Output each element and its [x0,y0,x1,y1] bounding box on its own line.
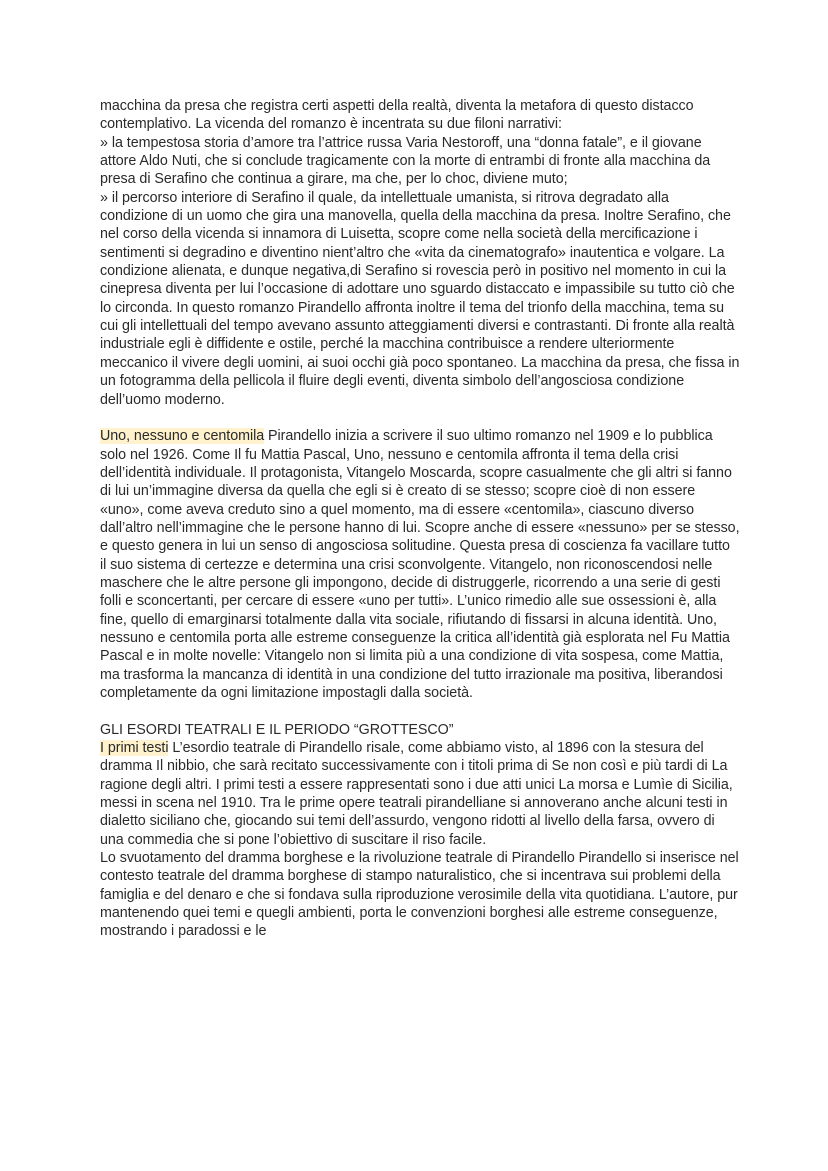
highlighted-title-primi-testi: I primi testi [100,740,169,757]
paragraph-bullet-nestoroff: » la tempestosa storia d’amore tra l’attrice russa Varia Nestoroff, una “donna fatale”, e il giovane attore Aldo Nuti, che si conclude tragicamente con la morte di entrambi di fronte alla macchina da presa di Serafino che continua a girare, ma che, per lo choc, diviene muto; [100,134,711,188]
paragraph-bullet-serafino: » il percorso interiore di Serafino il quale, da intellettuale umanista, si ritrova degradato alla condizione di un uomo che gira una manovella, quella della macchina da presa. Inoltre Serafino, che nel corso della vicenda si innamora di Luisetta, scopre come nella società della mercificazione i sentimenti si degradino e diventino nient’altro che «vita da cinematografo» inautentica e volgare. La condizione alienata, e dunque negativa,di Serafino si rovescia però in positivo nel momento in cui la cinepresa diventa per lui l’occasione di adottare uno sguardo distaccato e impassibile su tutto ciò che lo circonda. In questo romanzo Pirandello affronta inoltre il tema del trionfo della macchina, tema su cui gli intellettuali del tempo avevano assunto atteggiamenti diversi e contrastanti. Di fronte alla realtà industriale egli è diffidente e ostile, perché la macchina contribuisce a rendere ulteriormente meccanico il vivere degli uomini, ai suoi occhi già poco spontaneo. La macchina da presa, che fissa in un fotogramma della pellicola il fluire degli eventi, diventa simbolo dell’angosciosa condizione dell’uomo moderno. [100,189,740,408]
paragraph-intro: macchina da presa che registra certi aspetti della realtà, diventa la metafora di questo distacco contemplativo. La vicenda del romanzo è incentrata su due filoni narrativi: [100,98,694,133]
paragraph-spacer [100,702,740,720]
document-page [100,97,740,941]
paragraph-spacer [100,409,740,427]
paragraph-uno-nessuno [100,427,740,702]
paragraph-uno-nessuno-body: Pirandello inizia a scrivere il suo ultimo romanzo nel 1909 e lo pubblica solo nel 1926. Come Il fu Mattia Pascal, Uno, nessuno e centomila affronta il tema della crisi dell’identità individuale. Il protagonista, Vitangelo Moscarda, scopre casualmente che gli altri si fanno di lui un’immagine diversa da quella che egli si è creato di se stesso; scopre cioè di non essere «uno», come aveva creduto sino a quel momento, ma di essere «centomila», ciascuno diverso dall’altro nell’immagine che le persone hanno di lui. Scopre anche di essere «nessuno» per se stesso, e questo genera in lui un senso di angosciosa solitudine. Questa presa di coscienza fa vacillare tutto il suo sistema di certezze e determina una crisi sconvolgente. Vitangelo, non riconoscendosi nelle maschere che le altre persone gli impongono, decide di distruggerle, ricorrendo a una serie di gesti folli e sconcertanti, per cercare di essere «uno per tutti». L’unico rimedio alle sue ossessioni è, alla fine, quello di emarginarsi totalmente dalla vita sociale, rifiutando di fissarsi in alcuna identità. Uno, nessuno e centomila porta alle estreme conseguenze la critica all’identità già esplorata nel Fu Mattia Pascal e in molte novelle: Vitangelo non si limita più a una condizione di vita sospesa, come Mattia, ma trasforma la mancanza di identità in una condizione del tutto irrazionale ma positiva, liberandosi completamente da ogni limitazione impostagli dalla società. [100,428,740,701]
section-heading: GLI ESORDI TEATRALI E IL PERIODO “GROTTESCO” [100,721,454,738]
paragraph-primi-testi [100,739,740,849]
highlighted-title-uno-nessuno: Uno, nessuno e centomila [100,428,265,445]
paragraph-primi-testi-body: L’esordio teatrale di Pirandello risale, come abbiamo visto, al 1896 con la stesura del dramma Il nibbio, che sarà recitato successivamente con i titoli prima di Se non così e più tardi di La ragione degli altri. I primi testi a essere rappresentati sono i due atti unici La morsa e Lumìe di Sicilia, messi in scena nel 1910. Tra le prime opere teatrali pirandelliane si annoverano anche alcuni testi in dialetto siciliano che, giocando sui temi dell’assurdo, vengono ridotti al livello della farsa, ovvero di una commedia che si pone l’obiettivo di suscitare il riso facile. [100,740,733,848]
paragraph-svuotamento: Lo svuotamento del dramma borghese e la rivoluzione teatrale di Pirandello Pirandello si inserisce nel contesto teatrale del dramma borghese di stampo naturalistico, che si incentrava sui problemi della famiglia e del denaro e che si fondava sulla riproduzione verosimile della vita quotidiana. L’autore, pur mantenendo quei temi e quegli ambienti, porta le convenzioni borghesi alle estreme conseguenze, mostrando i paradossi e le [100,850,739,940]
